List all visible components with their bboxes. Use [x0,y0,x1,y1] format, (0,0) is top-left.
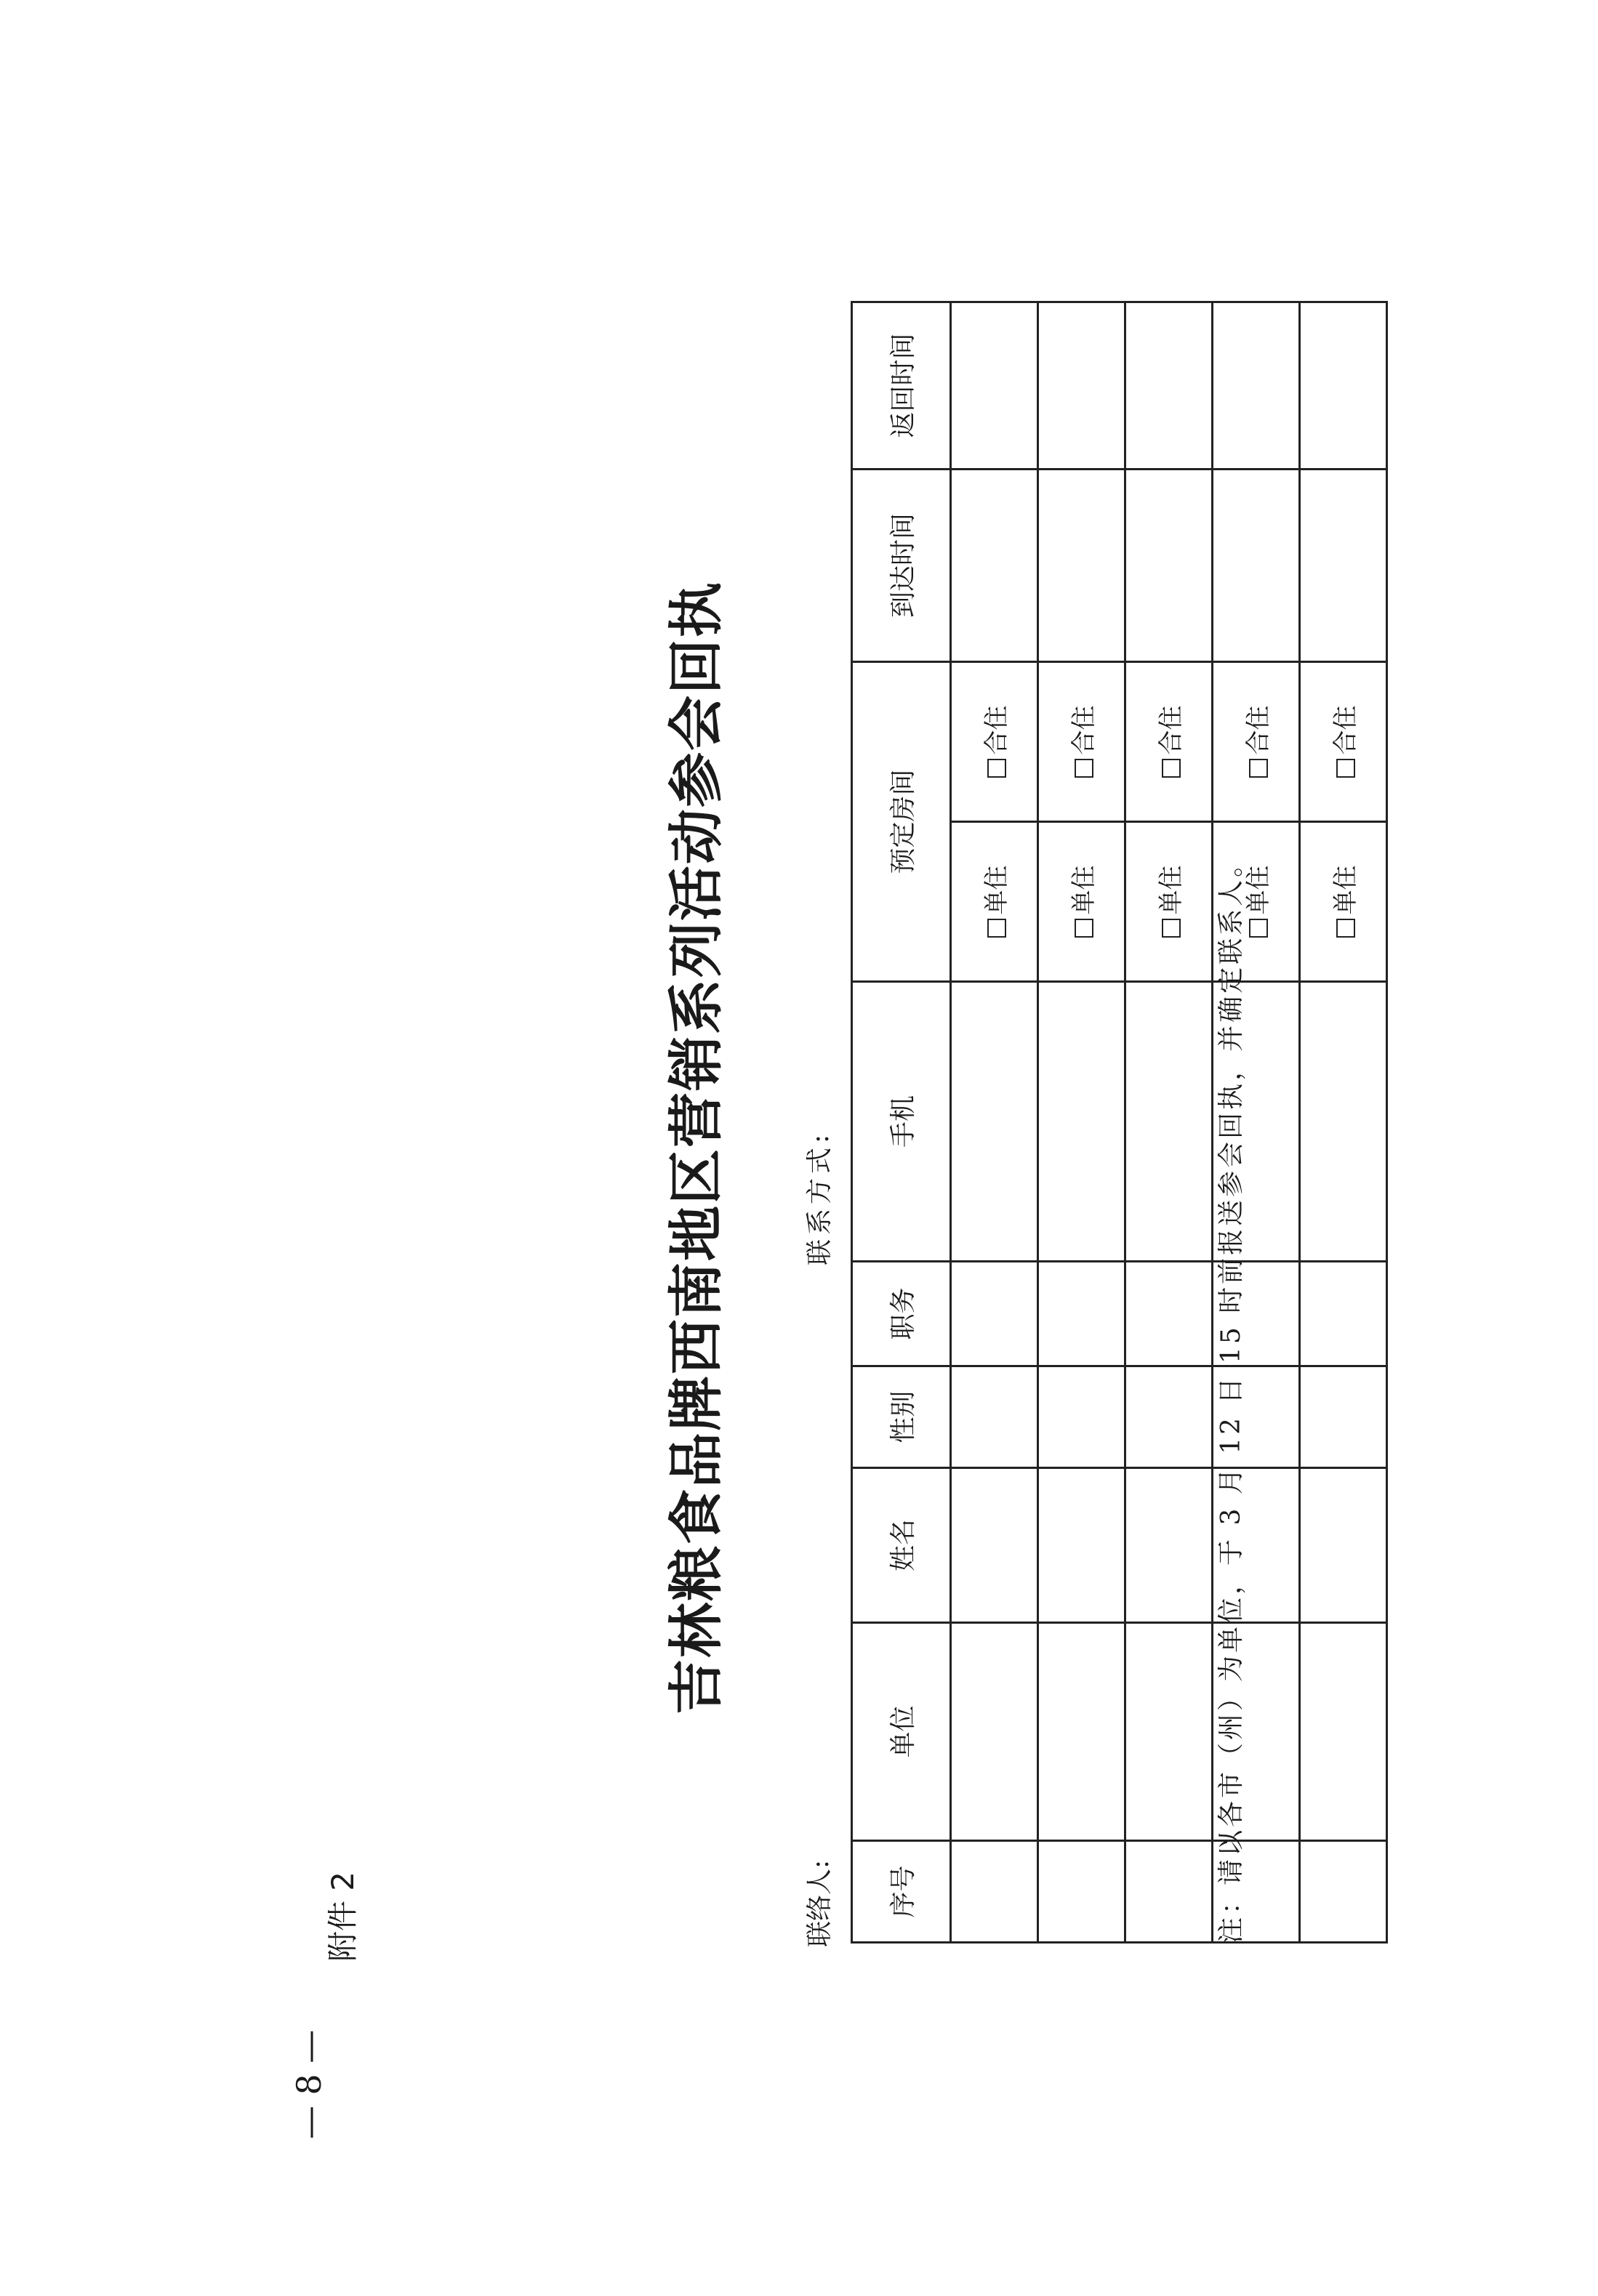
shared-room-label: 合住 [1244,705,1273,755]
header-return: 返回时间 [852,302,951,469]
single-room-label: 单住 [1244,865,1273,915]
contact-method-label: 联系方式: [805,1129,835,1265]
single-room-label: 单住 [1157,865,1186,915]
shared-room-option[interactable] [1238,706,1274,778]
cell-arrival[interactable] [951,469,1038,661]
receipt-form-sheet [664,333,1360,1947]
checkbox-icon[interactable] [1336,919,1355,938]
cell-index[interactable] [951,1841,1038,1943]
table-row [1125,302,1213,1942]
cell-room-single [1300,822,1387,982]
checkbox-icon[interactable] [1162,760,1181,778]
cell-phone[interactable] [1038,982,1125,1262]
cell-gender[interactable] [1300,1366,1387,1468]
header-name: 姓名 [852,1468,951,1623]
cell-phone[interactable] [951,982,1038,1262]
footnote: 注：请以各市（州）为单位，于 3 月 12 日 15 时前报送参会回执，并确定联系人。 [1216,847,1246,1943]
cell-index[interactable] [1038,1841,1125,1943]
shared-room-label: 合住 [1331,705,1360,755]
checkbox-icon[interactable] [1162,919,1181,938]
shared-room-label: 合住 [1069,705,1099,755]
contact-person-label: 联络人: [805,1859,835,1947]
table-row [951,302,1038,1942]
checkbox-icon[interactable] [1249,760,1268,778]
cell-unit[interactable] [1300,1623,1387,1841]
page-number: — 8 — [289,2029,329,2140]
cell-room-single [951,822,1038,982]
cell-phone[interactable] [1125,982,1213,1262]
cell-name[interactable] [1300,1468,1387,1623]
checkbox-icon[interactable] [987,919,1006,938]
header-room: 预定房间 [852,661,951,981]
shared-room-option[interactable] [1325,706,1361,778]
header-gender: 性别 [852,1366,951,1468]
shared-room-option[interactable] [976,706,1012,778]
checkbox-icon[interactable] [1075,760,1093,778]
header-index: 序号 [852,1841,951,1943]
cell-unit[interactable] [951,1623,1038,1841]
checkbox-icon[interactable] [1249,919,1268,938]
header-unit: 单位 [852,1623,951,1841]
cell-position[interactable] [1125,1262,1213,1366]
cell-gender[interactable] [1125,1366,1213,1468]
header-position: 职务 [852,1262,951,1366]
cell-room-shared [1125,661,1213,821]
cell-return[interactable] [951,302,1038,469]
cell-index[interactable] [1125,1841,1213,1943]
single-room-option[interactable] [1325,866,1361,938]
cell-room-shared [1213,661,1300,821]
cell-gender[interactable] [951,1366,1038,1468]
attachment-label: 附件 2 [325,1871,361,1962]
cell-unit[interactable] [1038,1623,1125,1841]
cell-position[interactable] [1038,1262,1125,1366]
cell-name[interactable] [951,1468,1038,1623]
cell-name[interactable] [1125,1468,1213,1623]
cell-room-single [1038,822,1125,982]
single-room-label: 单住 [1069,865,1099,915]
shared-room-label: 合住 [982,705,1011,755]
table-row [1300,302,1387,1942]
checkbox-icon[interactable] [987,760,1006,778]
cell-arrival[interactable] [1300,469,1387,661]
header-phone: 手机 [852,982,951,1262]
checkbox-icon[interactable] [1075,919,1093,938]
cell-return[interactable] [1125,302,1213,469]
cell-index[interactable] [1300,1841,1387,1943]
shared-room-option[interactable] [1151,706,1187,778]
cell-position[interactable] [1300,1262,1387,1366]
cell-arrival[interactable] [1213,469,1300,661]
document-title: 吉林粮食品牌西南地区营销系列活动参会回执 [664,581,728,1715]
cell-return[interactable] [1213,302,1300,469]
single-room-option[interactable] [1064,866,1099,938]
table-row [1038,302,1125,1942]
single-room-option[interactable] [1151,866,1187,938]
cell-arrival[interactable] [1125,469,1213,661]
cell-position[interactable] [951,1262,1038,1366]
header-arrival: 到达时间 [852,469,951,661]
cell-arrival[interactable] [1038,469,1125,661]
cell-unit[interactable] [1125,1623,1213,1841]
cell-room-single [1125,822,1213,982]
cell-room-shared [951,661,1038,821]
cell-return[interactable] [1038,302,1125,469]
table-header-row [852,302,951,1942]
single-room-label: 单住 [982,865,1011,915]
shared-room-label: 合住 [1157,705,1186,755]
cell-name[interactable] [1038,1468,1125,1623]
shared-room-option[interactable] [1064,706,1099,778]
checkbox-icon[interactable] [1336,760,1355,778]
cell-phone[interactable] [1300,982,1387,1262]
single-room-label: 单住 [1331,865,1360,915]
registration-table [851,301,1388,1943]
cell-gender[interactable] [1038,1366,1125,1468]
cell-return[interactable] [1300,302,1387,469]
cell-room-shared [1300,661,1387,821]
single-room-option[interactable] [976,866,1012,938]
cell-room-shared [1038,661,1125,821]
